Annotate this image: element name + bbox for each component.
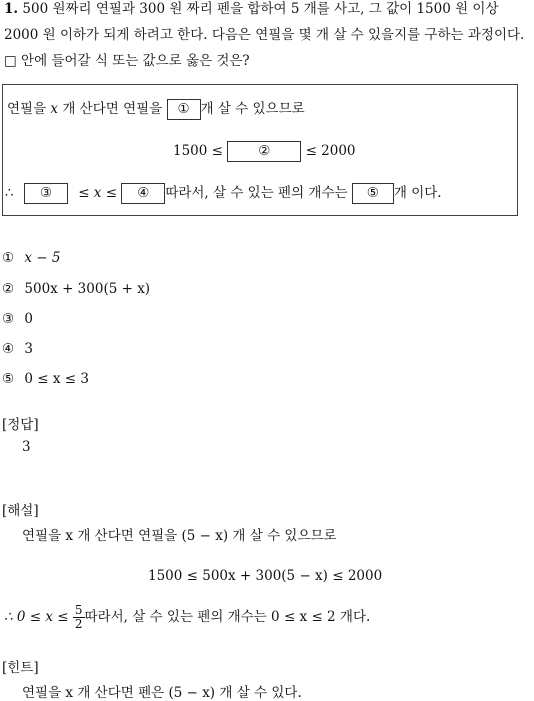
answer-value: 3 bbox=[22, 439, 31, 455]
explanation-line-1: 연필을 x 개 산다면 연필을 (5 − x) 개 살 수 있으므로 bbox=[22, 528, 337, 544]
explanation-inequality: ∴ 0 ≤ x ≤ bbox=[4, 609, 69, 625]
explanation-line-2: 1500 ≤ 500x + 300(5 − x) ≤ 2000 bbox=[148, 568, 383, 584]
blank-2: ② bbox=[227, 141, 301, 162]
choice-1[interactable] bbox=[2, 250, 61, 266]
box-line-2 bbox=[173, 141, 356, 162]
box-line-3-text-c: 개 이다. bbox=[393, 185, 442, 201]
box-line-1-text-b: 개 산다면 연필을 bbox=[58, 101, 167, 117]
blank-3: ③ bbox=[24, 183, 68, 204]
explanation-line-3 bbox=[4, 604, 370, 631]
variable-x: x bbox=[50, 101, 59, 117]
question-number: 1. bbox=[4, 1, 19, 17]
choice-1-value: x − 5 bbox=[24, 250, 61, 266]
answer-heading: [정답] bbox=[2, 417, 39, 433]
hint-heading: [힌트] bbox=[2, 660, 39, 676]
question-body: 500 원짜리 연필과 300 원 짜리 펜을 합하여 5 개를 사고, 그 값이 1500 원 이상 2000 원 이하가 되게 하려고 한다. 다음은 연필을 몇 개 살 수 있을지를 구하는 과정이다. □ 안에 들어갈 식 또는 값으로 옳은 것은? bbox=[4, 1, 525, 69]
box-line-3 bbox=[5, 181, 442, 204]
choice-5-label: ⑤ bbox=[2, 371, 15, 387]
choice-2[interactable] bbox=[2, 281, 150, 297]
box-line-2-left: 1500 ≤ bbox=[173, 143, 223, 159]
blank-4: ④ bbox=[121, 183, 165, 204]
choice-3-label: ③ bbox=[2, 311, 15, 327]
choice-1-label: ① bbox=[2, 250, 15, 266]
choice-2-value: 500x + 300(5 + x) bbox=[24, 281, 151, 297]
box-line-1-text-a: 연필을 bbox=[7, 101, 51, 117]
box-line-2-right: ≤ 2000 bbox=[305, 143, 356, 159]
choice-4[interactable] bbox=[2, 341, 33, 357]
fraction-five-halves bbox=[73, 604, 85, 631]
question-text bbox=[4, 0, 532, 74]
fraction-numerator: 5 bbox=[74, 603, 83, 617]
choice-4-value: 3 bbox=[24, 341, 33, 357]
box-line-3-text-b: 따라서, 살 수 있는 펜의 개수는 bbox=[165, 185, 348, 201]
choice-4-label: ④ bbox=[2, 341, 15, 357]
therefore-symbol: ∴ bbox=[5, 185, 14, 201]
hint-line: 연필을 x 개 산다면 펜은 (5 − x) 개 살 수 있다. bbox=[22, 685, 302, 701]
box-line-1 bbox=[7, 97, 305, 120]
explanation-conclusion: 따라서, 살 수 있는 펜의 개수는 0 ≤ x ≤ 2 개다. bbox=[84, 609, 371, 625]
fraction-denominator: 2 bbox=[74, 617, 83, 631]
box-line-1-text-c: 개 살 수 있으므로 bbox=[200, 101, 305, 117]
blank-5: ⑤ bbox=[352, 183, 394, 204]
choice-5-value: 0 ≤ x ≤ 3 bbox=[24, 371, 89, 387]
box-line-3-inequality: ≤ x ≤ bbox=[78, 185, 118, 201]
blank-1: ① bbox=[167, 99, 201, 120]
choice-3-value: 0 bbox=[24, 311, 33, 327]
explanation-heading: [해설] bbox=[2, 503, 39, 519]
choice-5[interactable] bbox=[2, 371, 89, 387]
choice-2-label: ② bbox=[2, 281, 15, 297]
choice-3[interactable] bbox=[2, 311, 33, 327]
